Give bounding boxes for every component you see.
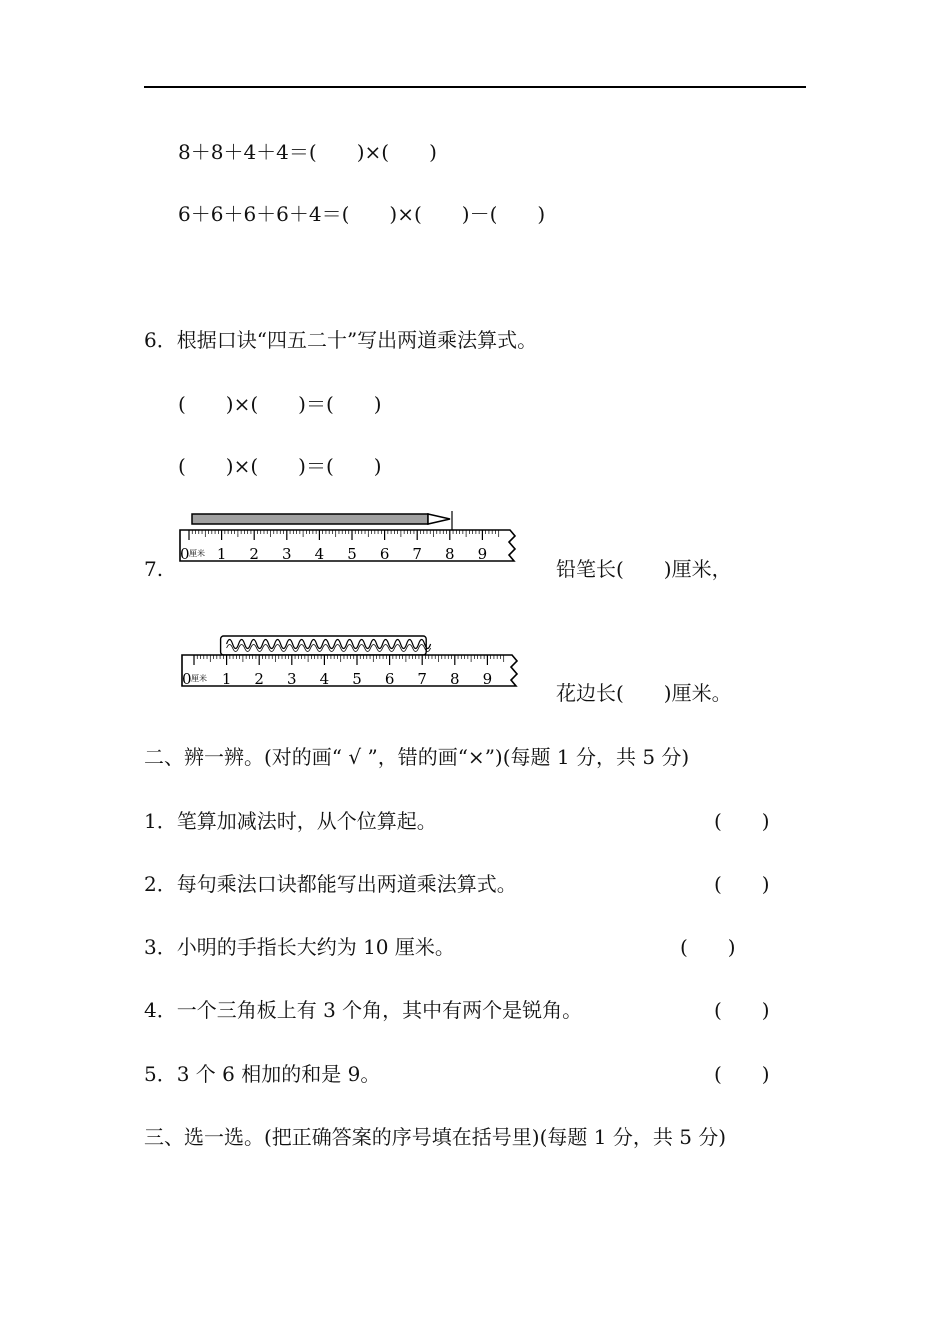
ruler-number-label: 2 xyxy=(254,670,264,688)
judge-item-5: 5．3 个 6 相加的和是 9。 xyxy=(144,1062,381,1086)
judge-item-5-blank[interactable]: ( ) xyxy=(714,1062,770,1086)
lace-length-question: 花边长( )厘米。 xyxy=(556,681,732,705)
judge-item-3-blank[interactable]: ( ) xyxy=(680,935,736,959)
header-rule xyxy=(144,86,806,88)
ruler-number-label: 9 xyxy=(482,670,493,688)
pencil-body xyxy=(192,514,428,524)
ruler-number-label: 4 xyxy=(314,545,325,563)
ruler-number-label: 6 xyxy=(379,545,390,563)
ruler-number-label: 9 xyxy=(477,545,488,563)
judge-item-3: 3．小明的手指长大约为 10 厘米。 xyxy=(144,935,455,959)
ruler-zero-label: 0 xyxy=(180,545,190,563)
ruler-number-label: 8 xyxy=(450,670,460,688)
ruler-number-label: 6 xyxy=(384,670,395,688)
lace-outline xyxy=(221,636,427,655)
pencil-tip xyxy=(428,514,450,524)
question-6-line-1: ( )×( )＝( ) xyxy=(178,392,382,416)
ruler-number-label: 7 xyxy=(412,545,422,563)
ruler-zero-label: 0 xyxy=(182,670,192,688)
lace-ruler-figure xyxy=(172,628,532,692)
question-7-number: 7. xyxy=(144,557,164,581)
ruler-number-label: 8 xyxy=(445,545,455,563)
section-3-heading: 三、选一选。(把正确答案的序号填在括号里)(每题 1 分，共 5 分) xyxy=(144,1125,727,1149)
judge-item-2: 2．每句乘法口诀都能写出两道乘法算式。 xyxy=(144,872,517,896)
question-6-prompt: 6．根据口诀“四五二十”写出两道乘法算式。 xyxy=(144,328,538,352)
question-6-line-2: ( )×( )＝( ) xyxy=(178,454,382,478)
section-2-heading: 二、辨一辨。(对的画“ √ ”，错的画“×”)(每题 1 分，共 5 分) xyxy=(144,745,690,769)
ruler-number-label: 1 xyxy=(221,670,232,688)
ruler-number-labels xyxy=(222,670,492,688)
ruler-unit-label: 厘米 xyxy=(191,674,207,683)
ruler-number-label: 3 xyxy=(287,670,297,688)
ruler-unit-label: 厘米 xyxy=(189,549,205,558)
ruler-number-label: 4 xyxy=(319,670,330,688)
ruler-number-labels xyxy=(217,545,487,563)
ruler-body xyxy=(182,655,517,686)
equation-1: 8＋8＋4＋4＝( )×( ) xyxy=(178,140,437,164)
judge-item-1-blank[interactable]: ( ) xyxy=(714,809,770,833)
equation-2: 6＋6＋6＋6＋4＝( )×( )－( ) xyxy=(178,202,546,226)
ruler-number-label: 5 xyxy=(352,670,362,688)
ruler-number-label: 7 xyxy=(417,670,427,688)
ruler-number-label: 5 xyxy=(347,545,357,563)
judge-item-4-blank[interactable]: ( ) xyxy=(714,998,770,1022)
pencil-length-question: 铅笔长( )厘米， xyxy=(556,557,732,581)
ruler-number-label: 2 xyxy=(249,545,259,563)
ruler-number-label: 1 xyxy=(216,545,227,563)
lace-strip xyxy=(221,636,431,655)
judge-item-2-blank[interactable]: ( ) xyxy=(714,872,770,896)
ruler-number-label: 3 xyxy=(282,545,292,563)
pencil-ruler-figure xyxy=(170,508,530,570)
judge-item-1: 1．笔算加减法时，从个位算起。 xyxy=(144,809,437,833)
judge-item-4: 4．一个三角板上有 3 个角，其中有两个是锐角。 xyxy=(144,998,583,1022)
